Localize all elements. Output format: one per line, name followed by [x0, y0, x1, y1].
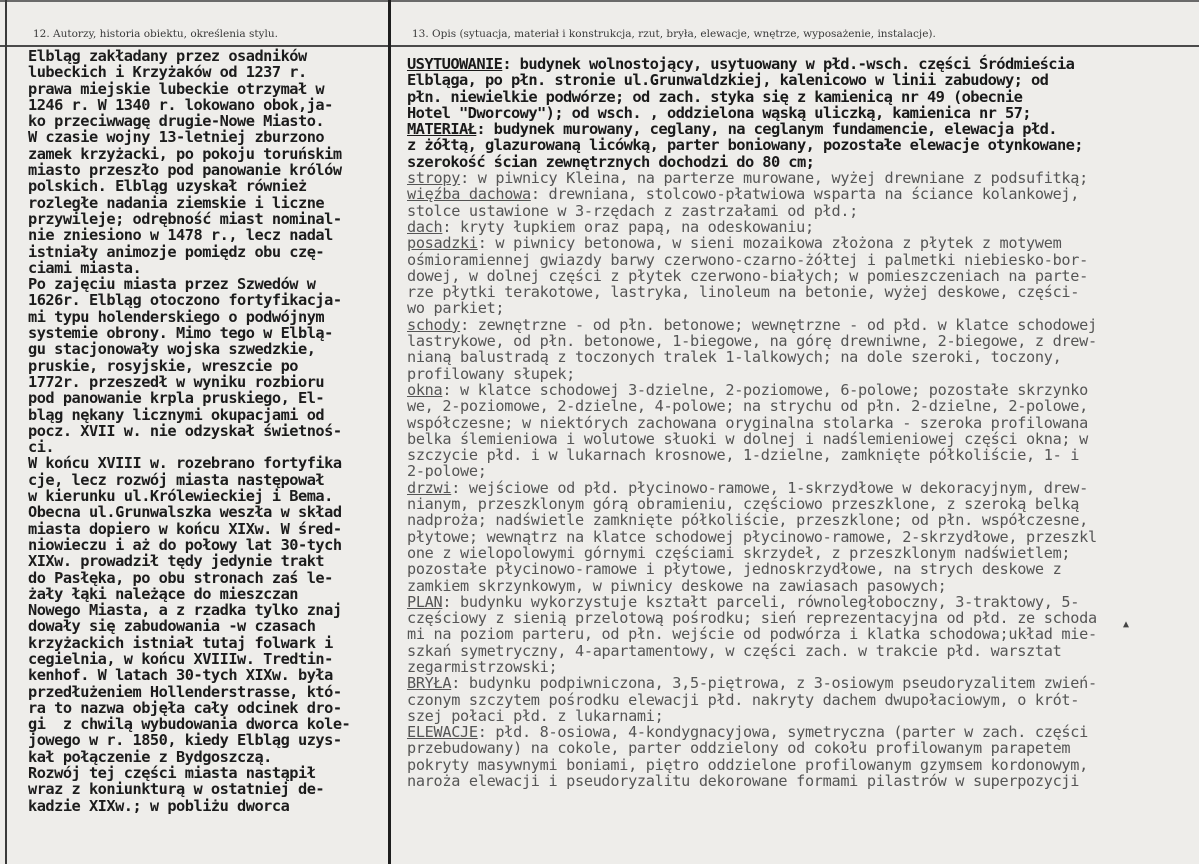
description-line [407, 463, 1199, 479]
history-line: pod panowanie krpla pruskiego, El- [28, 389, 325, 408]
description-text: : w piwnicy Kleina, na parterze murowane, wyżej drewniane z podsufitką; [460, 169, 1088, 188]
history-line: miasto przeszło pod panowanie królów [28, 161, 342, 180]
description-text: : w piwnicy betonowa, w sieni mozaikowa złożona z płytek z motywem [477, 234, 1062, 253]
history-line: w kierunku ul.Królewieckiej i Bema. [28, 487, 333, 506]
top-border [0, 0, 1199, 2]
description-text: szczycie płd. i w lukarnach krosnowe, 1-dzielne, zamknięte półkoliście, 1- i [407, 446, 1080, 465]
description-line [407, 317, 1199, 333]
history-line: bląg nękany licznymi okupacjami od [28, 405, 325, 424]
description-line [407, 284, 1199, 300]
history-line: ciami miasta. [28, 258, 142, 277]
description-text: : w klatce schodowej 3-dzielne, 2-poziomowe, 6-polowe; pozostałe skrzynko [442, 380, 1088, 399]
description-line [407, 398, 1199, 414]
description-text: mi na poziom parteru, od płn. wejście od podwórza i klatka schodowa;układ mie- [407, 625, 1097, 644]
description-line [407, 545, 1199, 561]
history-line: Obecna ul.Grunwalszka weszła w skład [28, 503, 342, 522]
description-line [407, 382, 1199, 398]
history-line: dowały się zabudowania -w czasach [28, 617, 316, 636]
description-text: rze płytki terakotowe, lastryka, linoleum na betonie, wyżej deskowe, części- [407, 283, 1080, 302]
section-label: MATERIAŁ [407, 120, 477, 139]
description-line [407, 186, 1199, 202]
description-text: : kryty łupkiem oraz papą, na odeskowaniu; [442, 217, 814, 236]
description-line [407, 170, 1199, 186]
history-line: 1626r. Elbląg otoczono fortyfikacja- [28, 291, 342, 310]
description-line [407, 300, 1199, 316]
section-label: stropy [407, 169, 461, 188]
description-line [407, 447, 1199, 463]
description-line [407, 659, 1199, 675]
description-text: szerokość ścian zewnętrznych dochodzi do 80 cm; [407, 152, 815, 171]
history-line: żały łąki należące do mieszczan [28, 584, 298, 603]
description-text: : wejściowe od płd. płycinowo-ramowe, 1-skrzydłowe w dekoracyjnym, drew- [451, 478, 1088, 497]
section-12-header: 12. Autorzy, historia obiektu, określenia stylu. [33, 28, 278, 40]
description-text: czonym szczytem pośrodku elewacji płd. nakryty dachem dwupołaciowym, o krót- [407, 690, 1080, 709]
description-line [407, 333, 1199, 349]
history-line: XIXw. prowadził tędy jedynie trakt [28, 552, 325, 571]
description-line [407, 219, 1199, 235]
section-13-header: 13. Opis (sytuacja, materiał i konstrukcja, rzut, bryła, elewacje, wnętrze, wyposażenie, instalacje). [412, 28, 936, 40]
description-line [407, 268, 1199, 284]
history-line: istniały animozje pomiędz obu czę- [28, 242, 325, 261]
description-line [407, 773, 1199, 789]
history-line: nie zniesiono w 1478 r., lecz nadal [28, 226, 333, 245]
section-label: BRYŁA [407, 674, 452, 693]
section-label: drzwi [407, 478, 452, 497]
description-text: : drewniana, stolcowo-płatwiowa wsparta na ściance kolankowej, [530, 185, 1080, 204]
history-line: kenhof. W latach 30-tych XIXw. była [28, 666, 333, 685]
description-text: Elbląga, po płn. stronie ul.Grunwaldzkiej, kalenicowo w linii zabudowy; od [407, 71, 1049, 90]
history-line: wraz z koniunkturą w ostatniej de- [28, 780, 325, 799]
description-line [407, 349, 1199, 365]
description-text: zamkiem skrzynkowym, w piwnicy deskowe na zawiasach pasowych; [407, 576, 947, 595]
history-line: Po zajęciu miasta przez Szwedów w [28, 275, 316, 294]
description-line [407, 235, 1199, 251]
description-text: : budynku wykorzystuje kształt parceli, równoległoboczny, 3-traktowy, 5- [442, 592, 1080, 611]
description-line [407, 154, 1199, 170]
history-line: ra to nazwa objęła cały odcinek dro- [28, 698, 342, 717]
history-line: do Pasłęka, po obu stronach zaś le- [28, 568, 333, 587]
description-line [407, 561, 1199, 577]
description-text: naroża elewacji i pseudoryzalitu dekorowane formami pilastrów w superpozycji [407, 772, 1080, 791]
history-line: przedłużeniem Hollenderstrasse, któ- [28, 682, 342, 701]
description-line [407, 105, 1199, 121]
history-line: kał połączenie z Bydgoszczą. [28, 747, 272, 766]
description-line [407, 72, 1199, 88]
section-label: posadzki [407, 234, 478, 253]
description-text: płn. niewielkie podwórze; od zach. styka się z kamienicą nr 49 (obecnie [407, 87, 1023, 106]
description-line [407, 121, 1199, 137]
history-line: Elbląg zakładany przez osadników [28, 47, 307, 65]
description-text: wo parkiet; [407, 299, 505, 318]
left-border [5, 0, 7, 864]
section-label: ELEWACJE [407, 723, 478, 742]
description-text: we, 2-poziomowe, 2-dzielne, 4-polowe; na strychu od płn. 2-dzielne, 2-polowe, [407, 397, 1088, 416]
history-line: gu stacjonowały wojska szwedzkie, [28, 340, 316, 359]
section-label: więźba dachowa [407, 185, 531, 204]
history-line: pocz. XVII w. nie odzyskał świetnoś- [28, 421, 342, 440]
description-line [407, 252, 1199, 268]
history-line: przywileje; odrębność miast nominal- [28, 209, 342, 228]
description-text: nianym, przeszklonym górą obramieniu, częściowo przeszklone, z szeroką belką [407, 495, 1080, 514]
description-line [407, 431, 1199, 447]
history-line: Nowego Miasta, a z rzadka tylko znaj [28, 601, 342, 620]
description-text: częściowy z sienią przelotową pośrodku; sień reprezentacyjna od płd. ze schoda [407, 609, 1097, 628]
description-text: dowej, w dolnej części z płytek czerwono-białych; w pomieszczeniach na parte- [407, 266, 1088, 285]
history-line: miasta dopiero w końcu XIXw. W śred- [28, 519, 342, 538]
description-line [407, 708, 1199, 724]
history-column [28, 48, 384, 814]
section-label: schody [407, 315, 461, 334]
description-text: współczesne; w niektórych zachowana oryginalna stolarka - szeroka profilowana [407, 413, 1088, 432]
description-text: szej połaci płd. z lukarnami; [407, 706, 664, 725]
description-text: płytowe; wewnątrz na klatce schodowej płycinowo-ramowe, 2-skrzydłowe, przeszkl [407, 527, 1097, 546]
description-line [407, 692, 1199, 708]
history-line: jowego w r. 1850, kiedy Elbląg uzys- [28, 731, 342, 750]
description-text: zegarmistrzowski; [407, 657, 558, 676]
description-text: : budynek wolnostojący, usytuowany w płd.-wsch. części Śródmieścia [502, 55, 1075, 73]
history-line: pruskie, rosyjskie, wreszcie po [28, 356, 298, 375]
description-line [407, 137, 1199, 153]
history-line: W czasie wojny 13-letniej zburzono [28, 128, 325, 147]
history-line: lubeckich i Krzyżaków od 1237 r. [28, 63, 307, 82]
section-label: USYTUOWANIE [407, 55, 503, 73]
history-line: W końcu XVIII w. rozebrano fortyfika [28, 454, 342, 473]
description-text: 2-polowe; [407, 462, 487, 481]
history-line: Rozwój tej części miasta nastąpił [28, 764, 316, 783]
description-text: pokryty masywnymi boniami, piętro oddzielone profilowanym gzymsem kordonowym, [407, 755, 1088, 774]
history-line: polskich. Elbląg uzyskał również [28, 177, 307, 196]
history-line: mi typu holenderskiego o podwójnym [28, 307, 325, 326]
description-text: : budynku podpiwniczona, 3,5-piętrowa, z 3-osiowym pseudoryzalitem zwień- [451, 674, 1097, 693]
description-text: nianą balustradą z toczonych tralek 1-lalkowych; na dole szeroki, toczony, [407, 348, 1062, 367]
description-text: : budynek murowany, ceglany, na ceglanym fundamencie, elewacja płd. [476, 120, 1057, 139]
description-text: nadproża; nadświetle zamknięte półkoliście, przeszklone; od płn. współczesne, [407, 511, 1088, 530]
description-text: Hotel "Dworcowy"); od wsch. , oddzielona wąską uliczką, kamienica nr 57; [407, 103, 1031, 122]
history-line: krzyżackich istniał tutaj folwark i [28, 633, 333, 652]
history-line: cje, lecz rozwój miasta następował [28, 470, 325, 489]
description-text: stolce ustawione w 3-rzędach z zastrzałami od płd.; [407, 201, 859, 220]
section-label: PLAN [407, 592, 443, 611]
description-line [407, 724, 1199, 740]
description-line [407, 529, 1199, 545]
description-text: profilowany słupek; [407, 364, 576, 383]
description-line [407, 626, 1199, 642]
column-divider [388, 0, 391, 864]
description-text: szkań symetryczny, 4-apartamentowy, w części zach. w trakcie płd. warsztat [407, 641, 1062, 660]
history-line: gi z chwilą wybudowania dworca kole- [28, 715, 351, 734]
history-line: systemie obrony. Mimo tego w Elblą- [28, 324, 333, 343]
description-line [407, 757, 1199, 773]
description-line [407, 594, 1199, 610]
description-line [407, 512, 1199, 528]
description-line [407, 496, 1199, 512]
description-text: przebudowany) na cokole, parter oddzielony od cokołu profilowanym parapetem [407, 739, 1071, 758]
description-line [407, 578, 1199, 594]
history-line: rozległe nadania ziemskie i liczne [28, 193, 325, 212]
description-line [407, 203, 1199, 219]
history-line: niowieczu i aż do połowy lat 30-tych [28, 535, 342, 554]
description-text: lastrykowe, od płn. betonowe, 1-biegowe, na górę drewniwne, 2-biegowe, z drew- [407, 332, 1097, 351]
description-line [407, 675, 1199, 691]
description-line [407, 89, 1199, 105]
description-text: : zewnętrzne - od płn. betonowe; wewnętrzne - od płd. w klatce schodowej [460, 315, 1097, 334]
history-line: 1246 r. W 1340 r. lokowano obok,ja- [28, 95, 333, 114]
history-line: 1772r. przeszedł w wyniku rozbioru [28, 372, 325, 391]
description-line [407, 610, 1199, 626]
history-line: prawa miejskie lubeckie otrzymał w [28, 79, 325, 98]
history-line: zamek krzyżacki, po pokoju toruńskim [28, 144, 342, 163]
description-line [407, 415, 1199, 431]
description-text: pozostałe płycinowo-ramowe i płytowe, jednoskrzydłowe, na strych deskowe z [407, 560, 1062, 579]
description-line [407, 366, 1199, 382]
section-label: okna [407, 380, 443, 399]
margin-mark: ▲ [1123, 619, 1130, 630]
history-line: ci. [28, 438, 55, 457]
description-line [407, 480, 1199, 496]
description-text: z żółtą, glazurowaną licówką, parter boniowany, pozostałe elewacje otynkowane; [407, 136, 1083, 155]
description-line [407, 643, 1199, 659]
description-text: : płd. 8-osiowa, 4-kondygnacyjowa, symetryczna (parter w zach. części [477, 723, 1088, 742]
section-label: dach [407, 217, 443, 236]
history-line: kadzie XIXw.; w pobliżu dworca [28, 796, 290, 815]
description-text: one z wielopolowymi górnymi częściami skrzydeł, z przeszklonym nadświetlem; [407, 543, 1071, 562]
description-column [407, 56, 1199, 789]
description-line [407, 56, 1199, 72]
description-line [407, 740, 1199, 756]
history-line: cegielnia, w końcu XVIIIw. Tredtin- [28, 649, 333, 668]
history-line: ko przeciwwagę drugie-Nowe Miasto. [28, 112, 325, 131]
description-text: ośmioramiennej gwiazdy barwy czerwono-czarno-żółtej i palmetki niebiesko-bor- [407, 250, 1088, 269]
description-text: belka ślemieniowa i wolutowe słuoki w dolnej i nadślemieniowej części okna; w [407, 429, 1088, 448]
